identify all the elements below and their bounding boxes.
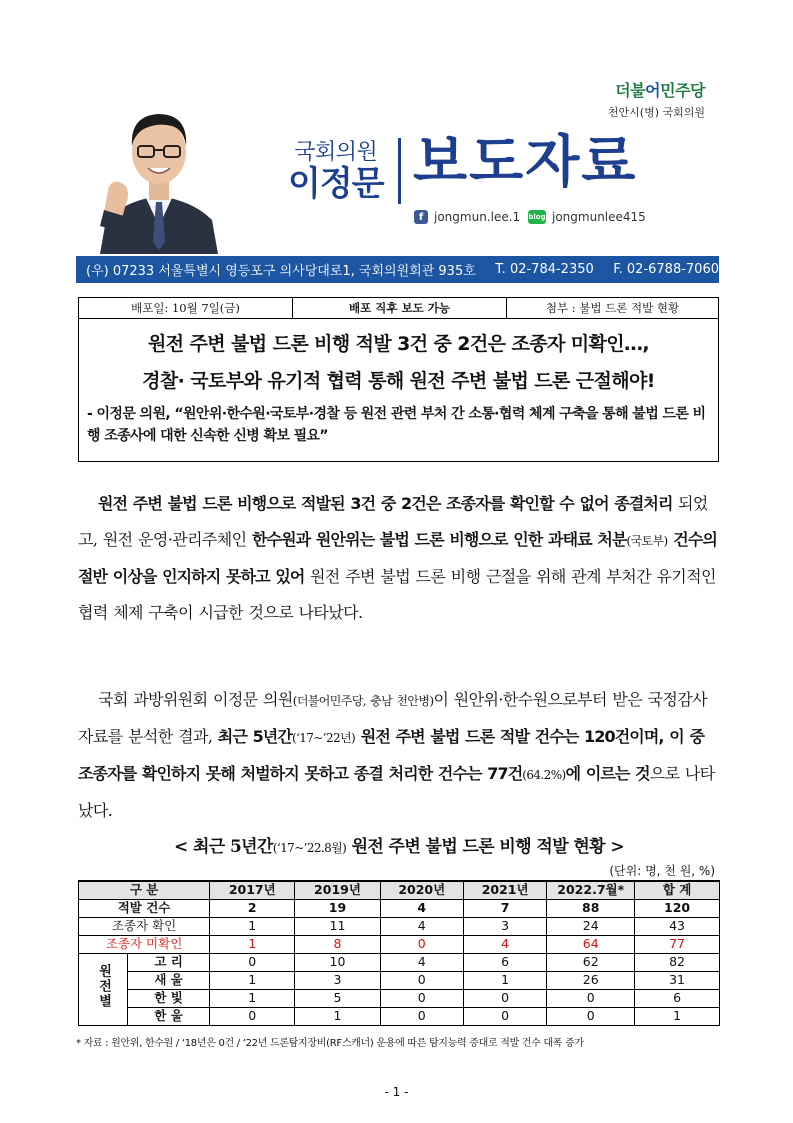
table-cell: 4 bbox=[380, 917, 463, 935]
row-label: 한 빛 bbox=[128, 989, 210, 1007]
table-row bbox=[79, 1007, 720, 1025]
table-cell: 24 bbox=[547, 917, 635, 935]
table-cell: 0 bbox=[210, 1007, 295, 1025]
table-row bbox=[79, 953, 720, 971]
table-footnote: * 자료 : 원안위, 한수원 / ‘18년은 0건 / ‘22년 드론탐지장비(RF스캐너) 운용에 따른 탐지능력 증대로 적발 건수 대폭 증가 bbox=[76, 1038, 584, 1049]
facebook-handle: jongmun.lee.1 bbox=[434, 210, 521, 224]
table-cell: 2 bbox=[210, 899, 295, 917]
page-number: - 1 - bbox=[384, 1085, 409, 1099]
table-cell: 6 bbox=[463, 953, 546, 971]
table-cell: 26 bbox=[547, 971, 635, 989]
paragraph-2: 국회 과방위원회 이정문 의원(더불어민주당, 충남 천안병)이 원안위·한수원으로부터 받은 국정감사 자료를 분석한 결과, 최근 5년간(‘17~’22년) 원전 주변 불법 드론 적발 건수는 120건이며, 이 중 조종자를 확인하지 못해 처벌하지 못하고 종결 처리한 건수는 77건(64.2%)에 이르는 것으로 나타났다. bbox=[78, 690, 715, 820]
table-row bbox=[79, 935, 720, 953]
table-cell: 77 bbox=[635, 935, 720, 953]
subheadline: - 이정문 의원, “원안위·한수원·국토부·경찰 등 원전 관련 부처 간 소통·협력 체계 구축을 통해 불법 드론 비행 조종사에 대한 신속한 신병 확보 필요” bbox=[87, 406, 706, 444]
table-cell: 0 bbox=[547, 1007, 635, 1025]
release-date: 배포일: 10월 7일(금) bbox=[79, 298, 293, 318]
party-district: 천안시(병) 국회의원 bbox=[607, 106, 705, 119]
blog-link[interactable] bbox=[528, 210, 646, 224]
table-cell: 64 bbox=[547, 935, 635, 953]
title-divider bbox=[398, 138, 401, 204]
row-label: 고 리 bbox=[128, 953, 210, 971]
row-label: 조종자 미확인 bbox=[79, 935, 210, 953]
table-cell: 0 bbox=[380, 935, 463, 953]
embargo-note: 배포 직후 보도 가능 bbox=[293, 298, 507, 318]
member-photo bbox=[92, 92, 226, 254]
header-col: 2022.7월* bbox=[547, 881, 635, 899]
header-col: 2017년 bbox=[210, 881, 295, 899]
table-cell: 3 bbox=[463, 917, 546, 935]
member-name: 이정문 bbox=[288, 164, 384, 204]
table-cell: 1 bbox=[210, 935, 295, 953]
table-cell: 0 bbox=[380, 989, 463, 1007]
paragraph-1: 원전 주변 불법 드론 비행으로 적발된 3건 중 2건은 조종자를 확인할 수 없어 종결처리 되었고, 원전 운영·관리주체인 한수원과 원안위는 불법 드론 비행으로 인한 과태료 처분(국토부) 건수의 절반 이상을 인지하지 못하고 있어 원전 주변 불법 드론 비행 근절을 위해 관계 부처간 유기적인 협력 체제 구축이 시급한 것으로 나타났다. bbox=[78, 494, 717, 622]
facebook-icon: f bbox=[414, 210, 428, 224]
table-cell: 120 bbox=[635, 899, 720, 917]
drone-violation-table bbox=[78, 880, 720, 1026]
table-cell: 0 bbox=[210, 953, 295, 971]
table-cell: 10 bbox=[295, 953, 380, 971]
by-plant-label: 원전별 bbox=[79, 953, 128, 1025]
table-row bbox=[79, 917, 720, 935]
table-cell: 0 bbox=[380, 1007, 463, 1025]
table-cell: 0 bbox=[547, 989, 635, 1007]
row-label: 조종자 확인 bbox=[79, 917, 210, 935]
header-category: 구 분 bbox=[79, 881, 210, 899]
facebook-link[interactable] bbox=[414, 210, 520, 224]
table-cell: 5 bbox=[295, 989, 380, 1007]
table-cell: 1 bbox=[210, 917, 295, 935]
table-cell: 3 bbox=[295, 971, 380, 989]
header-col: 2021년 bbox=[463, 881, 546, 899]
row-label: 새 울 bbox=[128, 971, 210, 989]
table-row bbox=[79, 989, 720, 1007]
header-col: 합 계 bbox=[635, 881, 720, 899]
office-address: (우) 07233 서울특별시 영등포구 의사당대로1, 국회의원회관 935호 bbox=[86, 264, 476, 279]
blog-handle: jongmunlee415 bbox=[552, 210, 646, 224]
table-title: < 최근 5년간(‘17~’22.8월) 원전 주변 불법 드론 비행 적발 현황 > bbox=[174, 837, 624, 857]
release-info-table bbox=[78, 297, 719, 319]
party-logo bbox=[608, 78, 705, 120]
office-tel: T. 02-784-2350 bbox=[495, 262, 594, 277]
table-cell: 1 bbox=[295, 1007, 380, 1025]
table-cell: 88 bbox=[547, 899, 635, 917]
table-cell: 31 bbox=[635, 971, 720, 989]
table-cell: 6 bbox=[635, 989, 720, 1007]
header-col: 2019년 bbox=[295, 881, 380, 899]
address-bar bbox=[76, 256, 719, 283]
table-cell: 43 bbox=[635, 917, 720, 935]
blog-icon: blog bbox=[528, 210, 546, 224]
table-cell: 0 bbox=[380, 971, 463, 989]
header-col: 2020년 bbox=[380, 881, 463, 899]
table-row bbox=[79, 971, 720, 989]
headline-line-1: 원전 주변 불법 드론 비행 적발 3건 중 2건은 조종자 미확인…, bbox=[148, 333, 649, 355]
table-cell: 82 bbox=[635, 953, 720, 971]
office-fax: F. 02-6788-7060 bbox=[613, 262, 719, 277]
table-cell: 0 bbox=[463, 989, 546, 1007]
row-label: 적발 건수 bbox=[79, 899, 210, 917]
table-header-row bbox=[79, 881, 720, 899]
attachment-note: 첨부 : 불법 드론 적발 현황 bbox=[545, 301, 680, 315]
party-name: 더불어민주당 bbox=[615, 81, 705, 100]
table-cell: 8 bbox=[295, 935, 380, 953]
table-cell: 11 bbox=[295, 917, 380, 935]
table-row bbox=[79, 899, 720, 917]
headline-box bbox=[78, 319, 719, 462]
member-block bbox=[288, 135, 384, 202]
table-cell: 1 bbox=[210, 971, 295, 989]
table-cell: 62 bbox=[547, 953, 635, 971]
row-label: 한 울 bbox=[128, 1007, 210, 1025]
table-cell: 4 bbox=[380, 953, 463, 971]
table-cell: 4 bbox=[463, 935, 546, 953]
table-cell: 1 bbox=[635, 1007, 720, 1025]
table-cell: 1 bbox=[463, 971, 546, 989]
table-cell: 7 bbox=[463, 899, 546, 917]
table-unit: (단위: 명, 천 원, %) bbox=[609, 864, 715, 878]
headline-line-2: 경찰· 국토부와 유기적 협력 통해 원전 주변 불법 드론 근절해야! bbox=[142, 370, 655, 392]
member-title: 국회의원 bbox=[294, 140, 378, 165]
table-cell: 19 bbox=[295, 899, 380, 917]
table-cell: 4 bbox=[380, 899, 463, 917]
press-release-title: 보도자료 bbox=[413, 130, 638, 195]
table-cell: 1 bbox=[210, 989, 295, 1007]
table-cell: 0 bbox=[463, 1007, 546, 1025]
